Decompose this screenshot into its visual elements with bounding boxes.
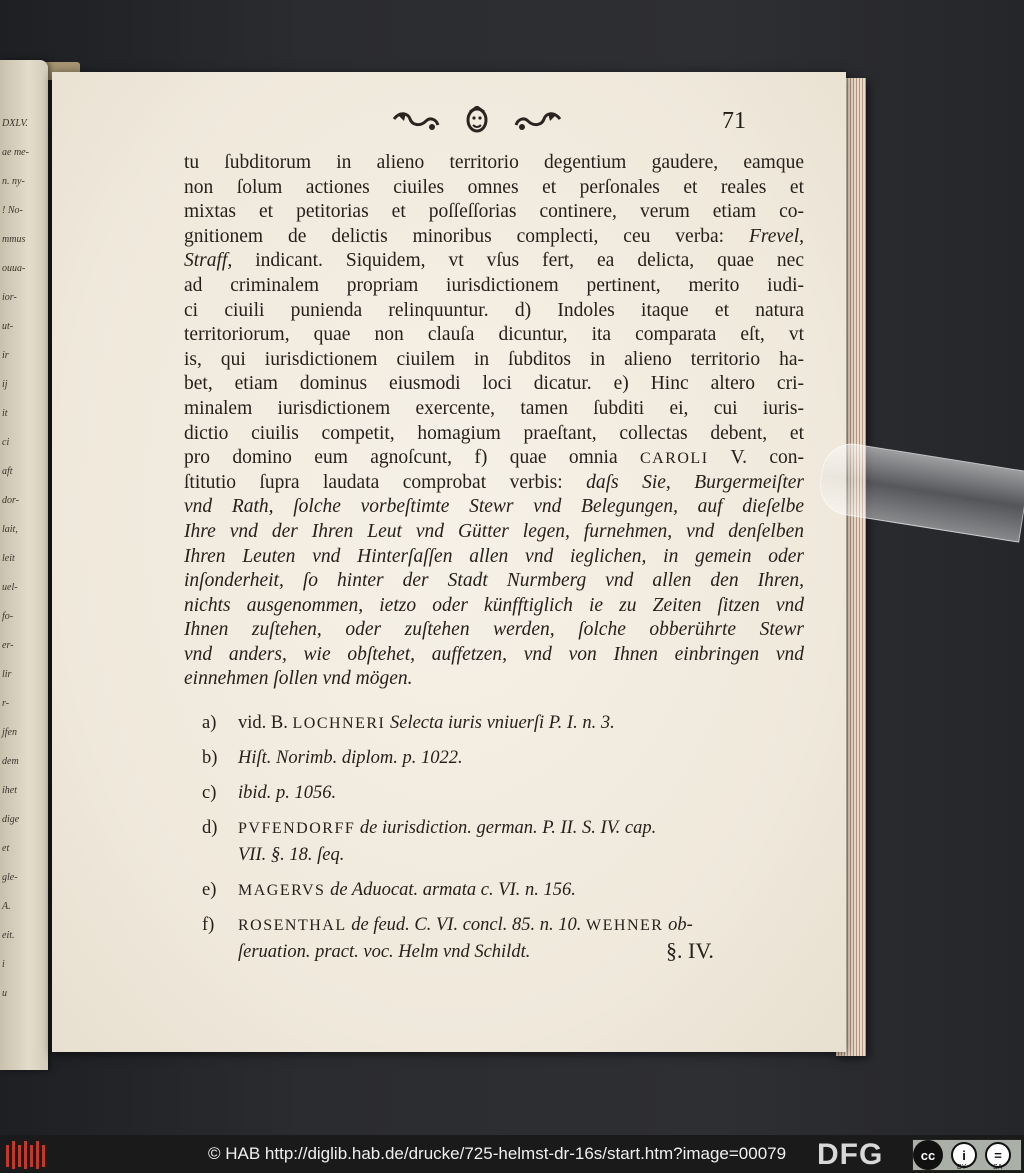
footnote — [202, 710, 802, 737]
page-number: 71 — [722, 108, 746, 134]
barcode-logo-icon — [6, 1141, 46, 1169]
text-line — [184, 151, 804, 176]
left-scroll-icon — [392, 109, 442, 133]
facing-page-fragment: fo- — [2, 611, 14, 622]
text-segment: non ſolum actiones ciuiles omnes et perſonales et reales et — [184, 176, 804, 198]
text-segment: Ihre vnd der Ihren Leut vnd Gütter legen, furnehmen, vnd denſelben — [184, 520, 804, 542]
facing-page-fragment: DXLV. — [2, 118, 28, 129]
text-line — [184, 446, 804, 471]
text-segment: V. con- — [708, 447, 804, 469]
text-segment: gnitionem de delictis minoribus complecti, ceu verba: — [184, 225, 749, 247]
text-segment: CAROLI — [639, 450, 709, 468]
mask-ornament-icon — [462, 106, 492, 136]
footnote-mark: f) — [202, 915, 215, 935]
facing-page-fragment: ior- — [2, 292, 17, 303]
footnote-text: Hiſt. Norimb. diplom. p. 1022. — [238, 748, 463, 768]
body-text — [184, 151, 804, 692]
facing-page-fragment: mmus — [2, 234, 26, 245]
text-segment: daſs Sie, Burgermeiſter — [586, 471, 804, 493]
text-line — [184, 471, 804, 496]
text-line — [184, 643, 804, 668]
footnote-mark: c) — [202, 783, 217, 803]
sa-label: SA — [993, 1164, 1003, 1171]
facing-page-fragment: ! No- — [2, 205, 23, 216]
facing-page-fragment: ir — [2, 350, 9, 361]
text-segment: inſonderheit, ſo hinter der Stadt Nurmberg vnd allen den Ihren, — [184, 570, 804, 592]
footnote-mark: a) — [202, 713, 217, 733]
text-line — [184, 176, 804, 201]
text-segment: ci ciuili punienda relinquuntur. d) Indoles itaque et natura — [184, 299, 804, 321]
facing-page-fragment: leit — [2, 553, 15, 564]
facing-page-fragment: lir — [2, 669, 12, 680]
facing-page-fragment: eit. — [2, 930, 15, 941]
by-label: BY — [957, 1164, 967, 1171]
footnote-text: PVFENDORFF de iurisdiction. german. P. II. S. IV. cap. VII. §. 18. ſeq. — [238, 818, 657, 865]
facing-page-fragment: dige — [2, 814, 20, 825]
text-segment: pro domino eum agnoſcunt, f) quae omnia — [184, 447, 640, 469]
footer-bar — [0, 1135, 1024, 1173]
share-alike-icon: = — [985, 1142, 1011, 1168]
facing-page-fragment: ci — [2, 437, 10, 448]
text-segment: vnd Rath, ſolche vorbeſtimte Stewr vnd Belegungen, auf dieſelbe — [184, 496, 804, 518]
headpiece-ornament — [392, 106, 562, 136]
facing-page-fragment: ae me- — [2, 147, 29, 158]
facing-page-fragment: gle- — [2, 872, 18, 883]
text-segment: tu ſubditorum in alieno territorio degentium gaudere, eamque — [184, 152, 804, 173]
facing-page-fragment: aft — [2, 466, 13, 477]
footnote — [202, 877, 802, 904]
text-segment: vnd anders, wie obſtehet, auffetzen, vnd von Ihnen einbringen vnd — [184, 643, 804, 665]
text-line — [184, 618, 804, 643]
text-segment: minalem iurisdictionem exercente, tamen ſubditi ei, cui iuris- — [184, 397, 804, 419]
text-segment: mixtas et petitorias et poſſeſſorias continere, verum etiam co- — [184, 201, 804, 223]
facing-page-fragment: et — [2, 843, 10, 854]
text-segment: Ihren Leuten vnd Hinterſaſſen allen vnd ieglichen, in gemein oder — [184, 545, 804, 567]
facing-page-fragment: jfen — [2, 727, 17, 738]
text-segment: Straff, — [184, 250, 233, 272]
text-line — [184, 323, 804, 348]
text-line — [184, 422, 804, 447]
text-segment: nichts ausgenommen, ietzo oder künfftiglich ie zu Zeiten ſitzen vnd — [184, 594, 804, 616]
footnote-text: vid. B. LOCHNERI Selecta iuris vniuerſi P. I. n. 3. — [238, 713, 615, 733]
text-segment: Frevel, — [748, 225, 804, 247]
facing-page-fragment: r- — [2, 698, 10, 709]
text-line — [184, 299, 804, 324]
facing-page-fragment: it — [2, 408, 8, 419]
cc-icon: cc — [913, 1140, 943, 1170]
footnote-text: ibid. p. 1056. — [238, 783, 337, 803]
facing-page-fragment: u — [2, 988, 7, 999]
text-line — [184, 348, 804, 373]
footnote — [202, 780, 802, 807]
copyright-link[interactable]: © HAB http://diglib.hab.de/drucke/725-helmst-dr-16s/start.htm?image=00079 — [208, 1144, 787, 1163]
text-segment: einnehmen ſollen vnd mögen. — [184, 668, 413, 690]
catchword: §. IV. — [666, 938, 714, 963]
text-line — [184, 397, 804, 422]
facing-page-fragment: dem — [2, 756, 19, 767]
dfg-logo: DFG — [817, 1138, 884, 1171]
text-segment: bet, etiam dominus eiusmodi loci dicatur. e) Hinc altero cri- — [184, 373, 804, 395]
text-line — [184, 225, 804, 250]
right-scroll-icon — [512, 109, 562, 133]
footnote-mark: e) — [202, 880, 217, 900]
facing-page-fragment: A. — [2, 901, 11, 912]
text-line — [184, 200, 804, 225]
book-page — [52, 72, 846, 1052]
facing-page-fragment: er- — [2, 640, 14, 651]
facing-page-fragment: ut- — [2, 321, 14, 332]
facing-page-edge — [0, 60, 48, 1070]
facing-page-fragment: lait, — [2, 524, 18, 535]
facing-page-fragment: ouua- — [2, 263, 26, 274]
text-line — [184, 569, 804, 594]
text-segment: dictio ciuilis competit, homagium praeſtant, collectas debent, et — [184, 422, 804, 444]
text-line — [184, 274, 804, 299]
text-line — [184, 520, 804, 545]
text-segment: indicant. Siquidem, vt vſus fert, ea delicta, quae nec — [232, 250, 804, 272]
text-line — [184, 495, 804, 520]
text-segment: ad criminalem propriam iurisdictionem pertinent, merito iudi- — [184, 274, 804, 296]
text-segment: ſtitutio ſupra laudata comprobat verbis: — [184, 471, 587, 493]
facing-page-fragment: ij — [2, 379, 8, 390]
attribution-icon: i — [951, 1142, 977, 1168]
facing-page-fragment: i — [2, 959, 5, 970]
footnote — [202, 745, 802, 772]
text-line — [184, 372, 804, 397]
text-segment: is, qui iurisdictionem ciuilem in ſubditos in alieno territorio ha- — [184, 348, 804, 370]
facing-page-fragment: dor- — [2, 495, 20, 506]
cc-license-badge[interactable] — [912, 1139, 1022, 1171]
footnote-text: MAGERVS de Aduocat. armata c. VI. n. 156. — [238, 880, 576, 900]
text-line — [184, 249, 804, 274]
footnote-mark: d) — [202, 818, 218, 838]
facing-page-fragment: uel- — [2, 582, 18, 593]
text-segment: territoriorum, quae non clauſa dicuntur, ita comparata eſt, vt — [184, 324, 804, 346]
footnote-mark: b) — [202, 748, 218, 768]
facing-page-fragment: ihet — [2, 785, 17, 796]
facing-page-fragment: n. ny- — [2, 176, 25, 187]
text-line — [184, 594, 804, 619]
text-segment: Ihnen zuſtehen, oder zuſtehen werden, ſolche obberührte Stewr — [184, 619, 804, 641]
footnotes — [202, 710, 802, 974]
footnote-text: ROSENTHAL de feud. C. VI. concl. 85. n. 10. WEHNER ob- ſeruation. pract. voc. Helm vnd Schildt. — [238, 915, 693, 962]
text-line — [184, 545, 804, 570]
footnote — [202, 815, 802, 869]
text-line — [184, 667, 804, 692]
